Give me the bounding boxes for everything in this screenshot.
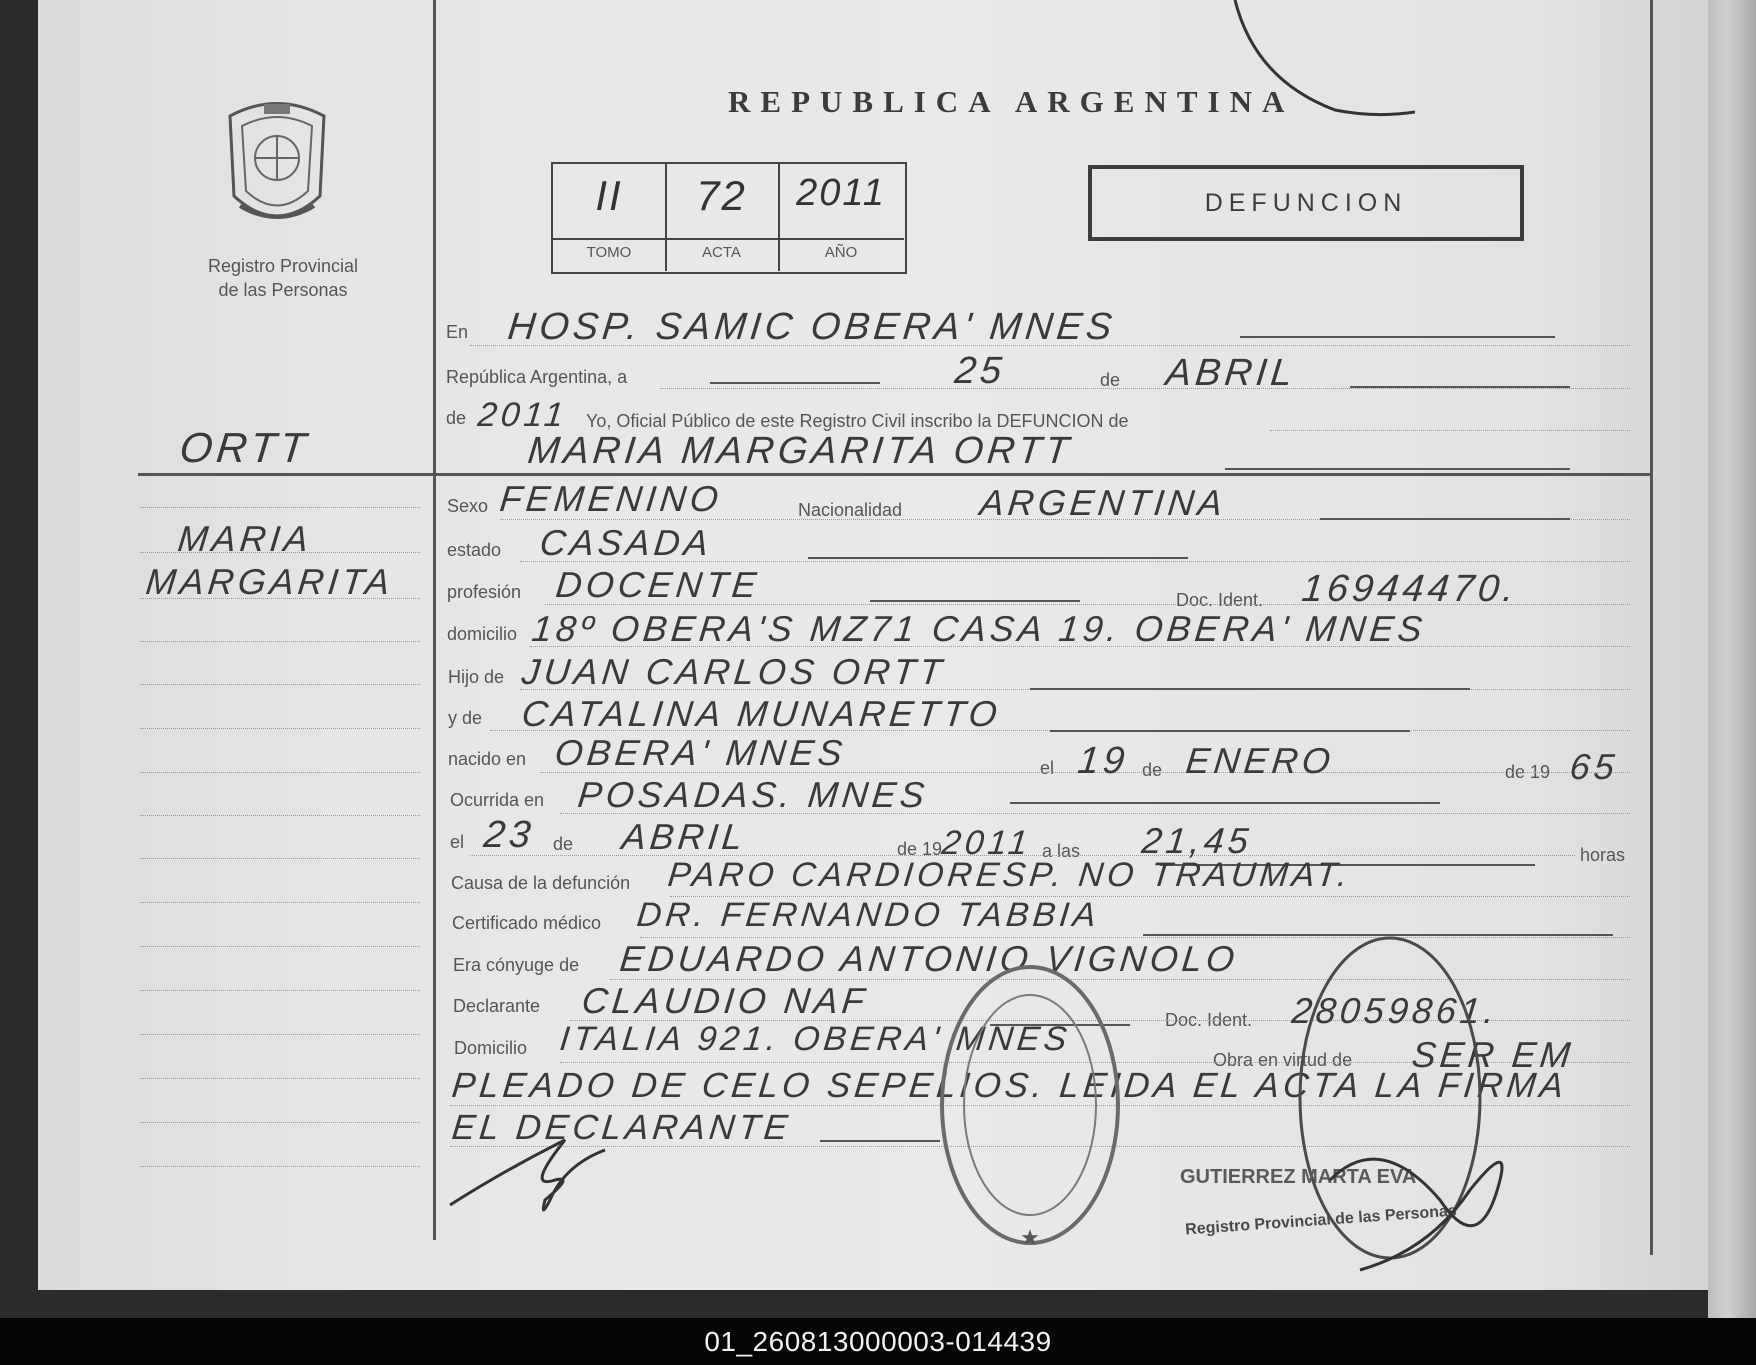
margin-rule bbox=[140, 507, 420, 508]
value-obra-continuation-2: EL DECLARANTE bbox=[450, 1108, 794, 1147]
label-nacido-en: nacido en bbox=[448, 749, 527, 769]
margin-rule bbox=[140, 815, 420, 816]
form-rule bbox=[1270, 430, 1630, 431]
label-certificado: Certificado médico bbox=[452, 913, 602, 933]
stamp-official-name: GUTIERREZ MARTA EVA bbox=[1180, 1166, 1417, 1188]
left-column-divider bbox=[433, 0, 436, 1240]
value-def-anio: 2011 bbox=[940, 824, 1034, 862]
value-obra: SER EM bbox=[1409, 1034, 1577, 1075]
label-domicilio-2: Domicilio bbox=[454, 1038, 528, 1058]
value-causa: PARO CARDIORESP. NO TRAUMAT. bbox=[666, 856, 1354, 894]
margin-surname: ORTT bbox=[177, 424, 313, 471]
label-doc-ident-2: Doc. Ident. bbox=[1165, 1010, 1253, 1030]
margin-rule bbox=[140, 1122, 420, 1123]
tomo-acta-anio-box bbox=[551, 162, 907, 274]
margin-rule bbox=[140, 1034, 420, 1035]
label-nacionalidad: Nacionalidad bbox=[798, 500, 903, 520]
label-horas: horas bbox=[1580, 845, 1626, 865]
value-nac-anio: 65 bbox=[1567, 746, 1621, 787]
label-el: el bbox=[1040, 758, 1055, 778]
value-declarante: CLAUDIO NAF bbox=[579, 980, 871, 1021]
label-de-anio: de bbox=[446, 408, 467, 428]
margin-given-line2: MARGARITA bbox=[143, 561, 396, 602]
label-obra: Obra en virtud de bbox=[1213, 1050, 1353, 1070]
acta-cell bbox=[665, 164, 780, 271]
acta-value: 72 bbox=[696, 172, 747, 219]
label-a-las: a las bbox=[1042, 841, 1081, 861]
label-declarante: Declarante bbox=[453, 996, 541, 1016]
scan-filename-caption: 01_260813000003-014439 bbox=[0, 1318, 1756, 1365]
tomo-label: TOMO bbox=[586, 244, 632, 261]
margin-rule bbox=[140, 641, 420, 642]
page-edge bbox=[1708, 0, 1756, 1318]
value-obra-continuation-1: PLEADO DE CELO SEPELIOS. LEIDA EL ACTA LA FIRMA bbox=[450, 1066, 1570, 1105]
label-conyuge: Era cónyuge de bbox=[453, 955, 580, 975]
label-ocurrida-en: Ocurrida en bbox=[450, 790, 545, 810]
value-hora: 21,45 bbox=[1139, 820, 1255, 861]
value-en: HOSP. SAMIC OBERA' MNES bbox=[505, 306, 1118, 348]
label-de-19: de 19 bbox=[1505, 762, 1551, 782]
coat-of-arms-icon bbox=[220, 96, 334, 236]
round-seal-icon bbox=[930, 955, 1130, 1255]
corner-ink-stroke bbox=[1215, 0, 1415, 120]
label-profesion: profesión bbox=[447, 582, 522, 602]
anio-value: 2011 bbox=[796, 172, 886, 214]
margin-rule bbox=[140, 1166, 420, 1167]
value-domicilio: 18º OBERA'S MZ71 CASA 19. OBERA' MNES bbox=[529, 608, 1429, 649]
value-nombre: MARIA MARGARITA ORTT bbox=[525, 430, 1075, 472]
value-mes: ABRIL bbox=[1163, 352, 1299, 394]
box-inner-rule bbox=[553, 238, 904, 240]
margin-rule bbox=[140, 684, 420, 685]
margin-rule bbox=[140, 728, 420, 729]
value-nac-mes: ENERO bbox=[1183, 740, 1337, 781]
margin-rule bbox=[140, 990, 420, 991]
margin-rule bbox=[140, 552, 420, 553]
ink-underline bbox=[1240, 336, 1555, 338]
label-doc-ident: Doc. Ident. bbox=[1176, 590, 1264, 610]
margin-rule bbox=[140, 858, 420, 859]
label-republica-a: República Argentina, a bbox=[446, 367, 628, 387]
ink-underline bbox=[870, 600, 1080, 602]
registro-provincial-label bbox=[158, 254, 408, 302]
value-ocurrida-en: POSADAS. MNES bbox=[575, 774, 931, 815]
value-madre: CATALINA MUNARETTO bbox=[519, 693, 1003, 734]
label-yo-oficial: Yo, Oficial Público de este Registro Civil inscribo la DEFUNCION de bbox=[586, 411, 1129, 431]
ink-underline bbox=[820, 1140, 940, 1142]
declarant-signature-icon bbox=[445, 1130, 625, 1230]
ink-underline bbox=[1050, 730, 1410, 732]
value-conyuge: EDUARDO ANTONIO VIGNOLO bbox=[617, 938, 1241, 979]
margin-rule bbox=[140, 902, 420, 903]
svg-text:★: ★ bbox=[1020, 1226, 1040, 1251]
value-sexo: FEMENINO bbox=[497, 478, 725, 519]
value-profesion: DOCENTE bbox=[553, 564, 763, 605]
margin-rule bbox=[140, 598, 420, 599]
value-certificado: DR. FERNANDO TABBIA bbox=[635, 896, 1102, 934]
label-y-de: y de bbox=[448, 708, 483, 728]
registro-line1: Registro Provincial bbox=[207, 256, 359, 276]
margin-rule bbox=[140, 772, 420, 773]
tomo-value: II bbox=[595, 172, 623, 219]
stamp-office-name: Registro Provincial de las Personas bbox=[1184, 1202, 1458, 1239]
registro-line2: de las Personas bbox=[218, 280, 348, 300]
ink-underline bbox=[710, 382, 880, 384]
label-domicilio: domicilio bbox=[447, 624, 518, 644]
label-sexo: Sexo bbox=[447, 496, 489, 516]
ink-underline bbox=[1225, 468, 1570, 470]
ink-underline bbox=[1350, 386, 1570, 388]
label-de-19-b: de 19 bbox=[897, 839, 943, 859]
value-def-mes: ABRIL bbox=[619, 816, 749, 857]
label-el-2: el bbox=[450, 832, 465, 852]
anio-label: AÑO bbox=[824, 244, 858, 261]
value-nacido-en: OBERA' MNES bbox=[552, 732, 849, 773]
label-en: En bbox=[446, 322, 469, 342]
value-nac-dia: 19 bbox=[1075, 740, 1131, 782]
official-signature-icon bbox=[1320, 1120, 1520, 1290]
value-doc-ident: 16944470. bbox=[1299, 568, 1520, 610]
ink-underline bbox=[808, 557, 1188, 559]
tomo-cell bbox=[553, 164, 667, 271]
label-de-mes-2: de bbox=[553, 834, 574, 854]
republica-argentina-heading: REPUBLICA ARGENTINA bbox=[728, 84, 1295, 119]
ink-underline bbox=[1030, 688, 1470, 690]
value-padre: JUAN CARLOS ORTT bbox=[519, 651, 948, 692]
value-decl-doc: 28059861. bbox=[1289, 990, 1501, 1031]
label-hijo-de: Hijo de bbox=[448, 667, 505, 687]
ink-underline bbox=[1010, 802, 1440, 804]
label-causa: Causa de la defunción bbox=[451, 873, 631, 893]
right-border bbox=[1650, 0, 1653, 1255]
defuncion-type-box: DEFUNCION bbox=[1088, 165, 1524, 241]
form-rule bbox=[660, 388, 1630, 389]
header-separator bbox=[138, 473, 1650, 476]
margin-rule bbox=[140, 946, 420, 947]
value-dia: 25 bbox=[952, 350, 1008, 392]
anio-cell bbox=[778, 164, 904, 271]
label-de: de bbox=[1100, 370, 1121, 390]
margin-given-line1: MARIA bbox=[175, 518, 315, 559]
value-decl-domicilio: ITALIA 921. OBERA' MNES bbox=[558, 1020, 1073, 1058]
acta-label: ACTA bbox=[702, 244, 741, 261]
label-estado: estado bbox=[447, 540, 502, 560]
value-anio-inscripcion: 2011 bbox=[476, 396, 570, 434]
value-nacionalidad: ARGENTINA bbox=[977, 482, 1229, 523]
label-de-mes: de bbox=[1142, 760, 1163, 780]
value-def-dia: 23 bbox=[481, 814, 537, 856]
ink-underline bbox=[1320, 518, 1570, 520]
value-estado: CASADA bbox=[537, 522, 715, 563]
margin-rule bbox=[140, 1078, 420, 1079]
